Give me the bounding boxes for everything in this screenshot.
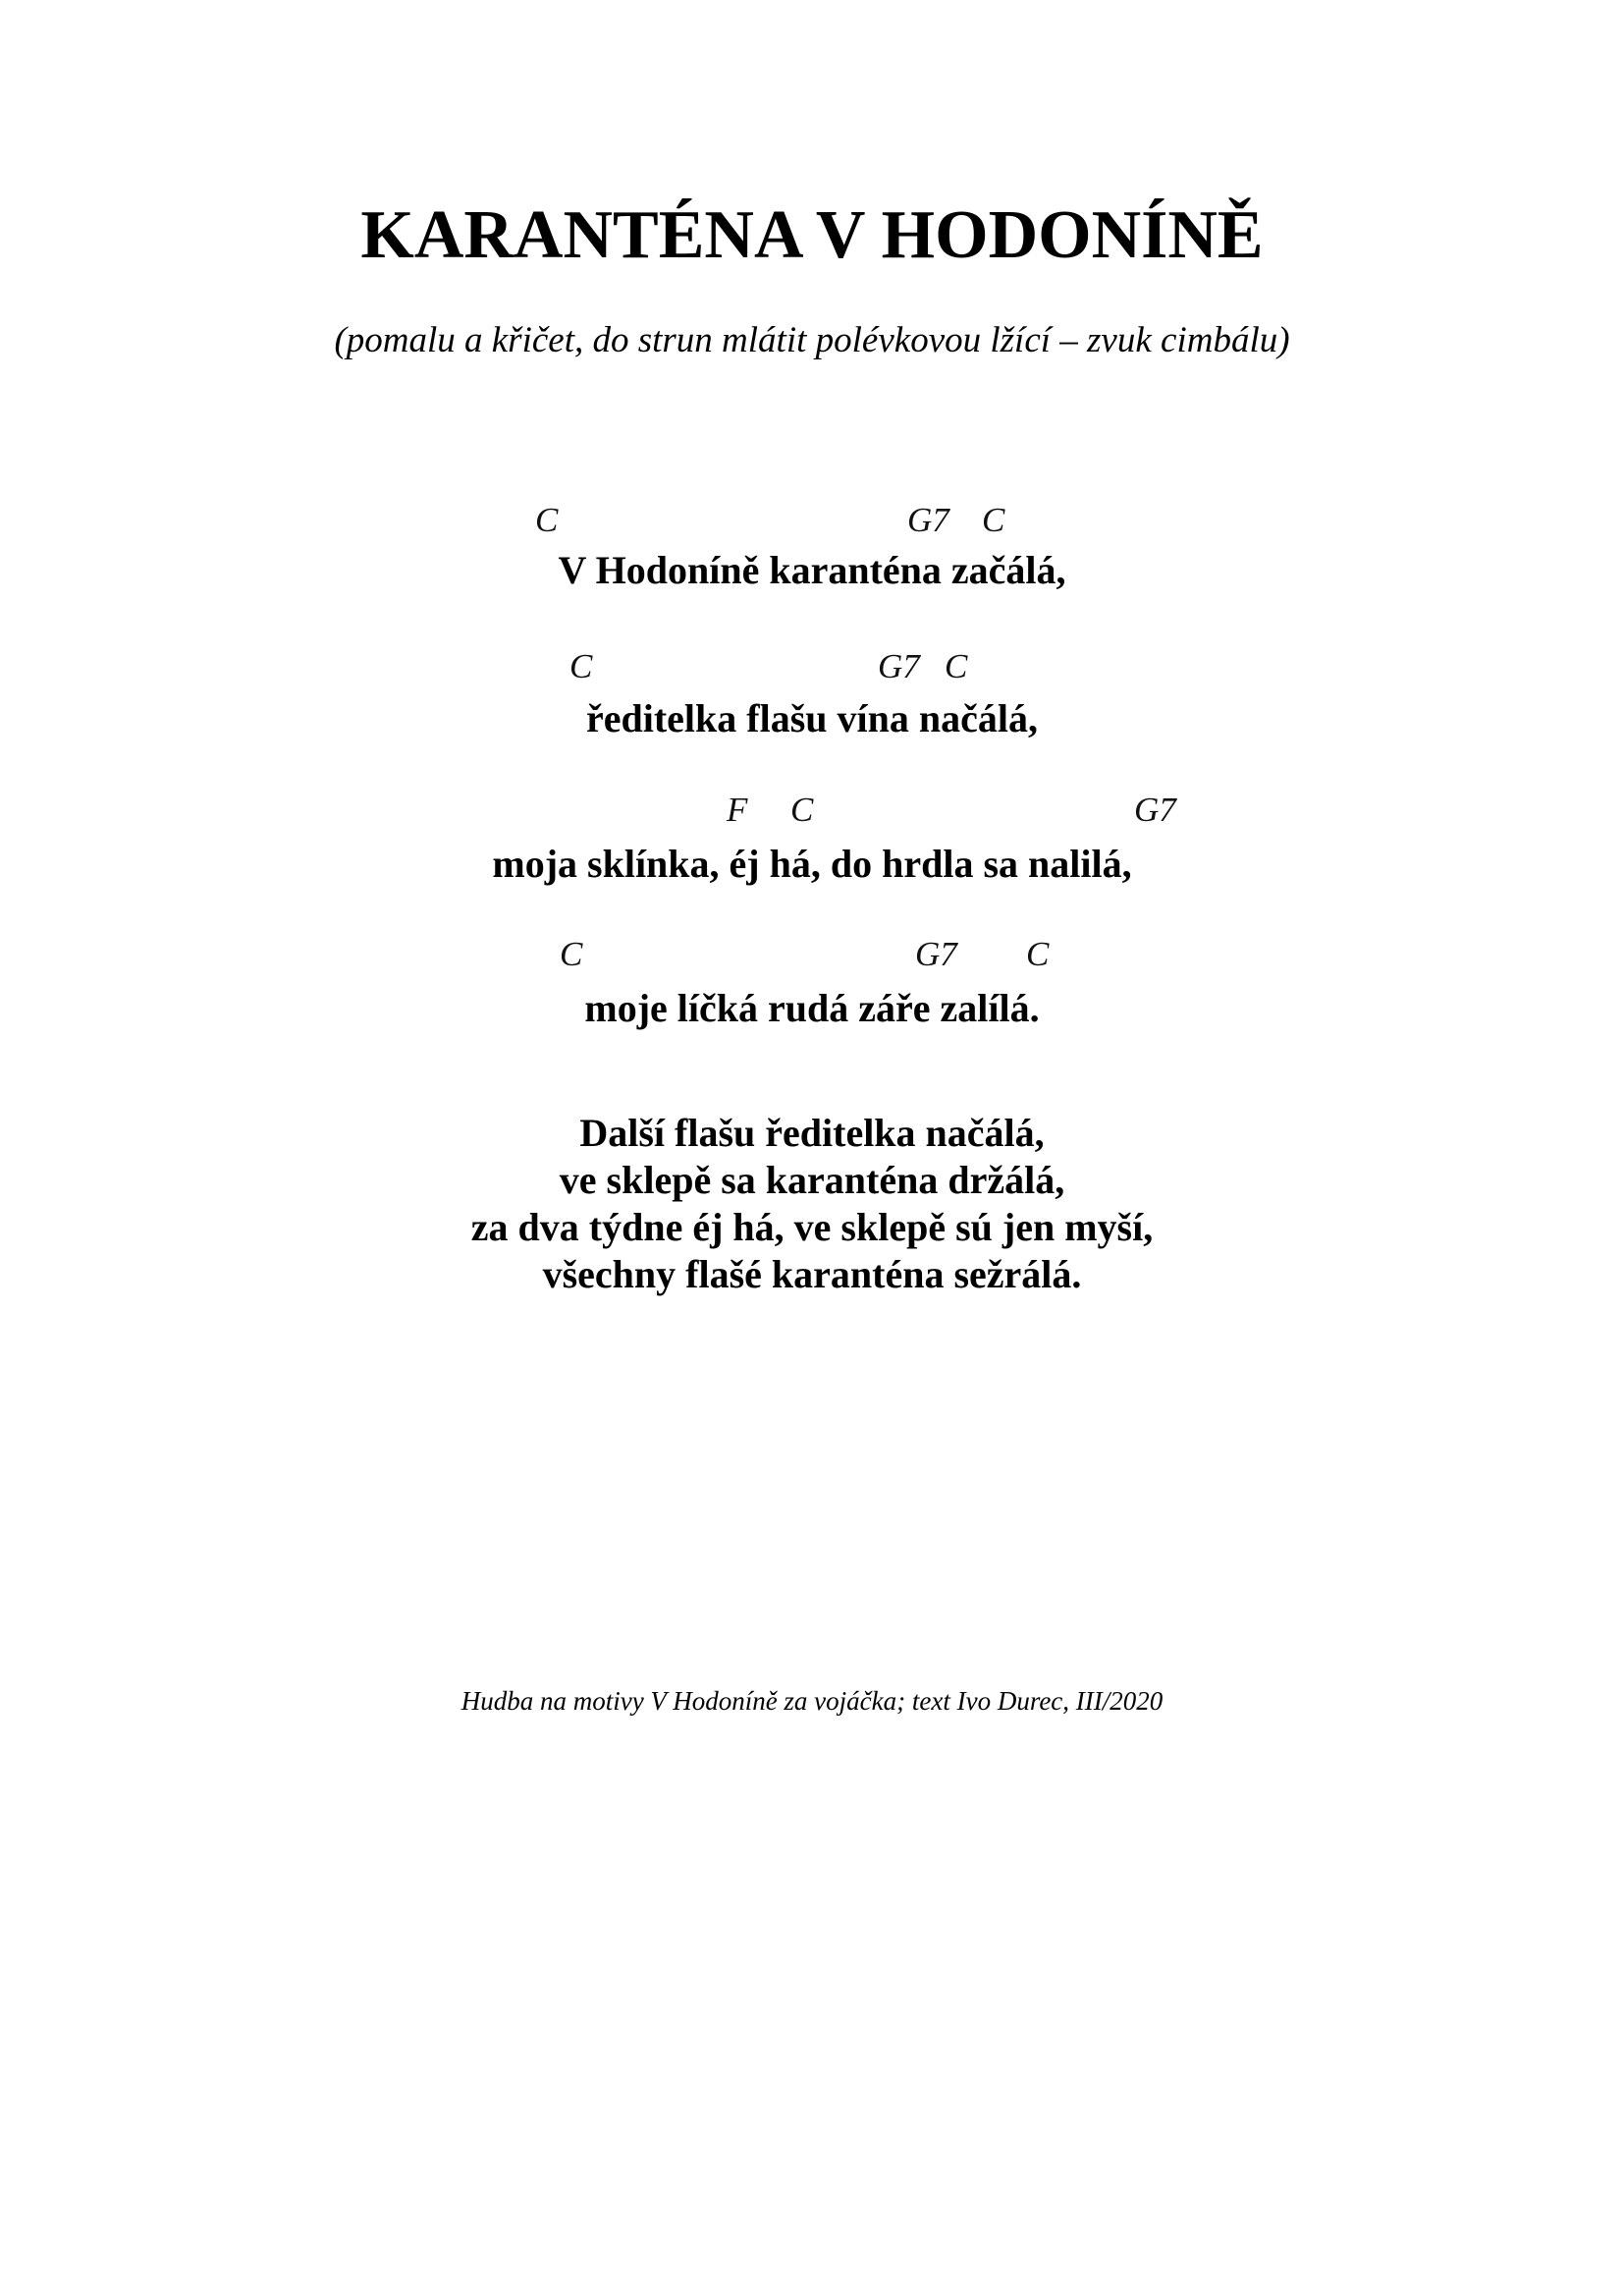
chord: C bbox=[569, 647, 593, 685]
lyric-line-1: V Hodoníně karanténa začálá, bbox=[558, 548, 1066, 592]
chord: F bbox=[727, 791, 748, 829]
chord-line-1 bbox=[0, 499, 1624, 542]
verse-2 bbox=[0, 1110, 1624, 1298]
lyric-line: všechny flašé karanténa sežrálá. bbox=[542, 1252, 1082, 1296]
chord: C bbox=[790, 791, 814, 829]
chord: G7 bbox=[915, 935, 957, 973]
chord-line-3 bbox=[0, 789, 1624, 832]
chord: G7 bbox=[1134, 791, 1176, 829]
chord: G7 bbox=[907, 501, 949, 539]
chord: C bbox=[945, 647, 968, 685]
chord: C bbox=[1026, 935, 1050, 973]
lyric-line: Další flašu ředitelka načálá, bbox=[579, 1111, 1045, 1155]
credit-note: Hudba na motivy V Hodoníně za vojáčka; text Ivo Durec, III/2020 bbox=[460, 1686, 1164, 1716]
lyric-line-2: ředitelka flašu vína načálá, bbox=[585, 696, 1039, 740]
song-title: KARANTÉNA V HODONÍNĚ bbox=[360, 197, 1264, 273]
lyric-line-4: moje líčká rudá záře zalílá. bbox=[584, 986, 1040, 1030]
performance-note: (pomalu a křičet, do strun mlátit polévkovou lžící – zvuk cimbálu) bbox=[334, 320, 1290, 360]
chord: G7 bbox=[878, 647, 920, 685]
chord: C bbox=[982, 501, 1005, 539]
lyric-line: za dva týdne éj há, ve sklepě sú jen myší, bbox=[470, 1205, 1154, 1249]
chord: C bbox=[535, 501, 559, 539]
chord-line-4 bbox=[0, 933, 1624, 976]
chord-line-2 bbox=[0, 645, 1624, 688]
lyric-line-3: moja sklínka, éj há, do hrdla sa nalilá, bbox=[492, 842, 1132, 886]
lyric-line: ve sklepě sa karanténa držálá, bbox=[559, 1158, 1065, 1202]
chord: C bbox=[560, 935, 583, 973]
